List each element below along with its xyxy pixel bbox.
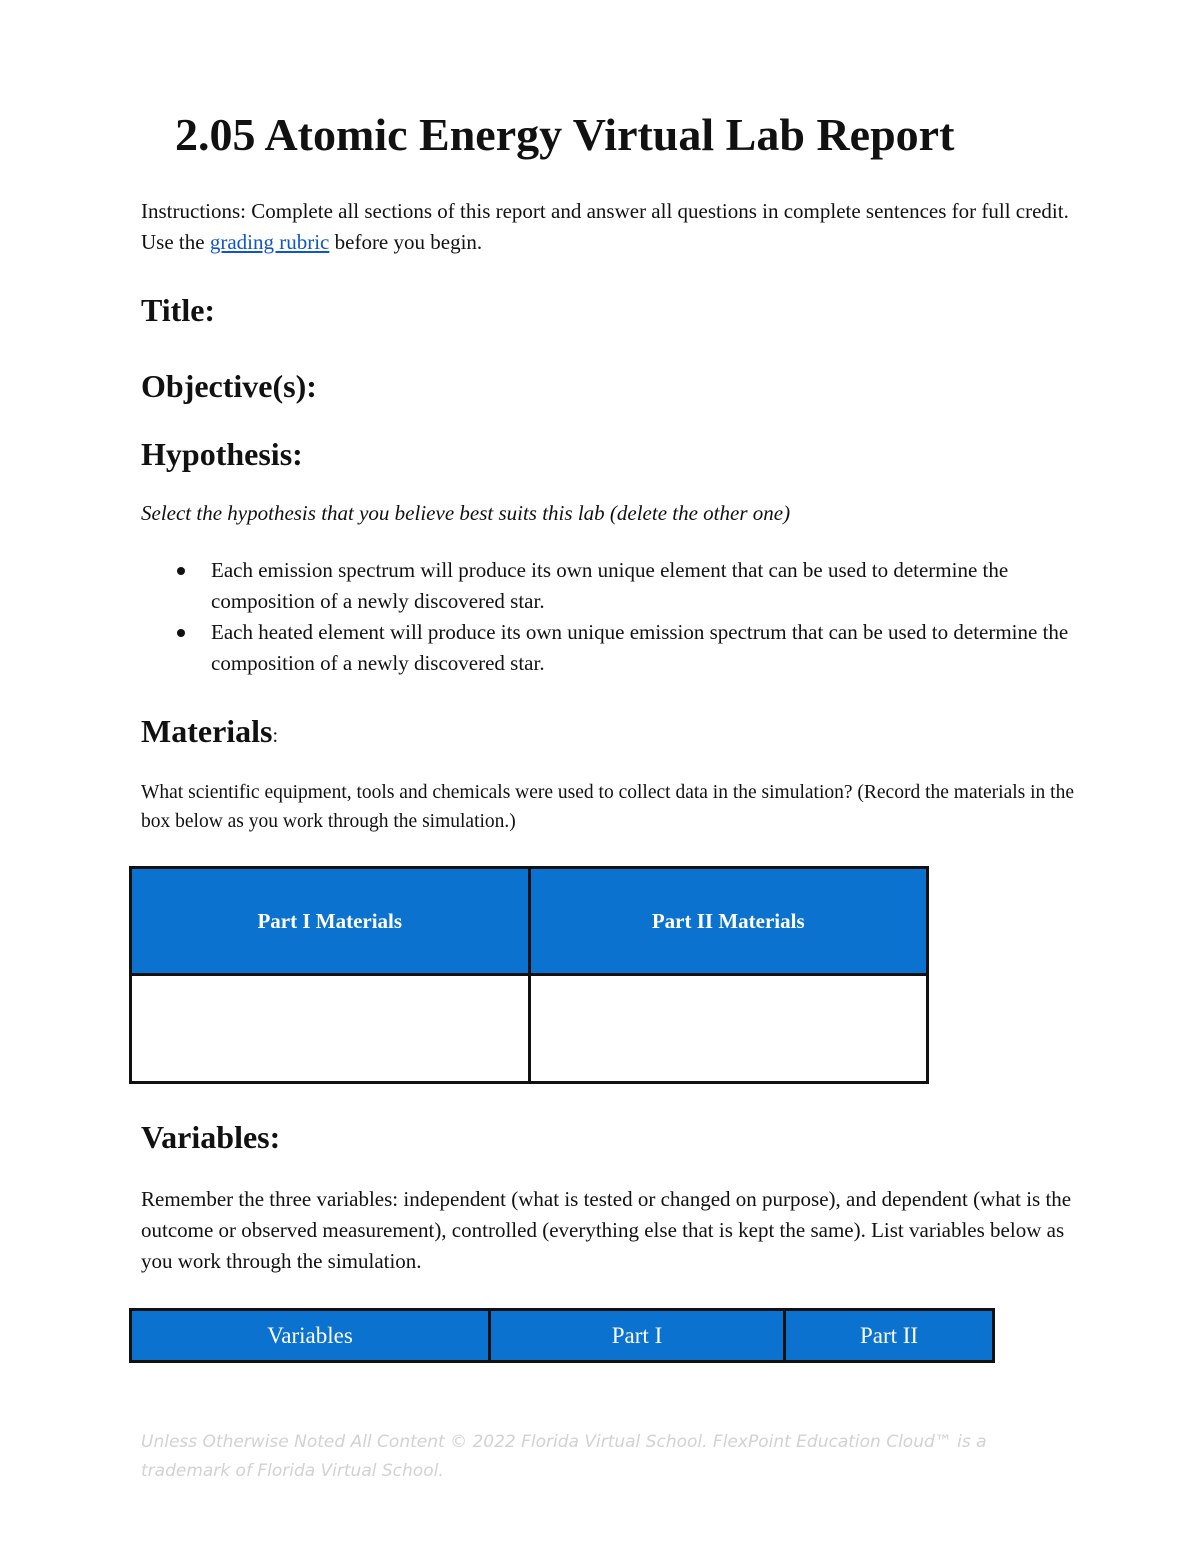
part-1-materials-cell[interactable] [131,975,530,1083]
materials-colon: : [272,725,279,747]
grading-rubric-link[interactable]: grading rubric [209,230,330,254]
materials-prompt: What scientific equipment, tools and chemicals were used to collect data in the simulation? (Record the materials in the box below as you work through the simulation.) [141,782,1074,832]
part-2-materials-cell[interactable] [529,975,928,1083]
document-title: 2.05 Atomic Energy Virtual Lab Report [175,109,955,160]
table-row [131,975,928,1083]
part-1-materials-header: Part I Materials [131,868,530,975]
bullet-icon [177,567,185,575]
materials-heading-line [141,711,278,756]
hypothesis-list [141,555,1091,679]
instructions-paragraph [141,196,1091,258]
table-row [131,868,928,975]
part-2-column-header: Part II [785,1310,994,1362]
list-item [141,617,1091,679]
hypothesis-heading: Hypothesis: [141,436,303,472]
list-item [141,555,1091,617]
part-1-column-header: Part I [490,1310,785,1362]
hypothesis-option-1: Each emission spectrum will produce its own unique element that can be used to determine the composition of a newly discovered star. [211,558,1009,613]
materials-table [129,866,929,1084]
materials-heading: Materials [141,713,273,749]
part-2-materials-header: Part II Materials [529,868,928,975]
table-row [131,1310,994,1362]
hypothesis-option-2: Each heated element will produce its own unique emission spectrum that can be used to determine the composition of a newly discovered star. [211,620,1069,675]
instructions-text-end: before you begin. [329,230,483,254]
variables-heading: Variables: [141,1119,281,1155]
variables-column-header: Variables [131,1310,490,1362]
variables-table [129,1308,995,1363]
hypothesis-instruction: Select the hypothesis that you believe best suits this lab (delete the other one) [141,501,791,525]
copyright-footer: Unless Otherwise Noted All Content © 2022 Florida Virtual School. FlexPoint Education Cloud™ is a trademark of Florida Virtual School. [141,1432,987,1481]
instructions-text: Instructions: Complete all sections of this report and answer all questions in complete sentences for full credit. Use the [141,199,1069,254]
bullet-icon [177,629,185,637]
variables-prompt: Remember the three variables: independent (what is tested or changed on purpose), and dependent (what is the outcome or observed measurement), controlled (everything else that is kept the same). List variables below as you work through the simulation. [141,1187,1072,1273]
title-heading: Title: [141,292,216,328]
objectives-heading: Objective(s): [141,368,317,404]
